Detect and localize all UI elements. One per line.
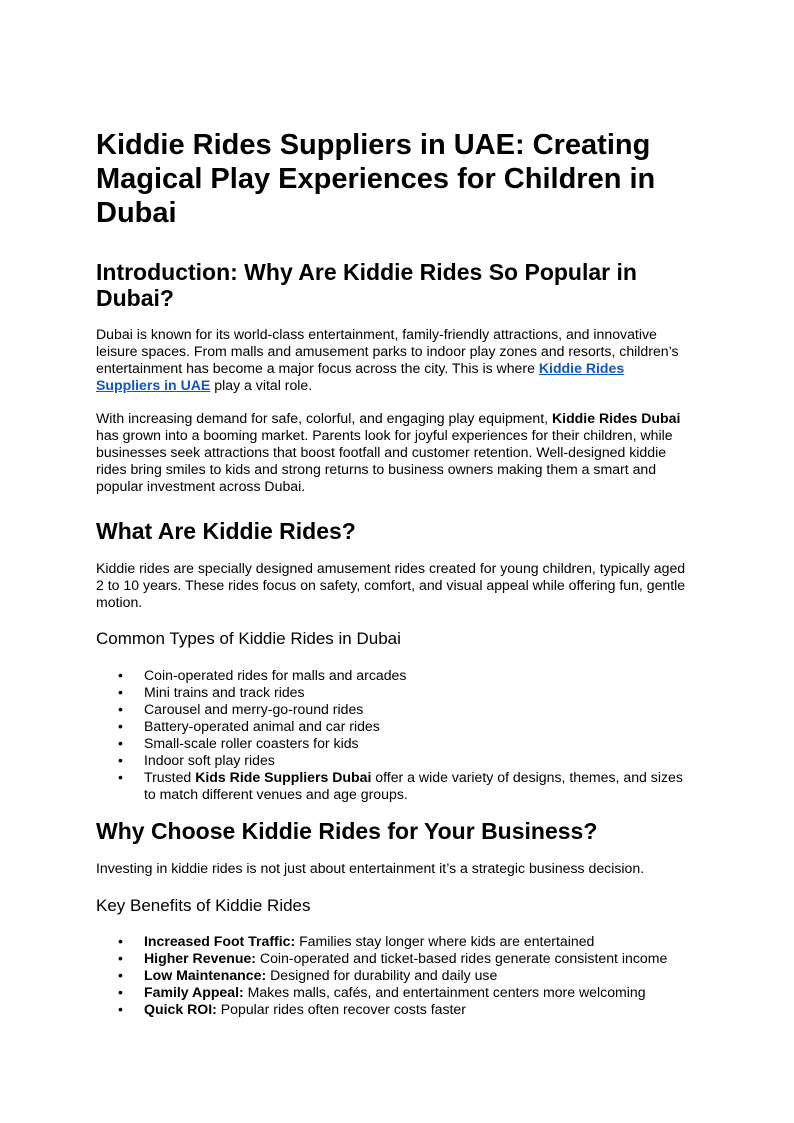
common-types-subheading: Common Types of Kiddie Rides in Dubai bbox=[96, 629, 401, 648]
kiddie-rides-suppliers-link[interactable]: Kiddie Rides Suppliers in UAE bbox=[96, 360, 625, 393]
list-item bbox=[96, 769, 696, 803]
intro-paragraph-1 bbox=[96, 326, 692, 394]
benefit-label: Quick ROI: bbox=[144, 1001, 217, 1017]
ride-types-list bbox=[96, 667, 696, 803]
key-benefits-subheading: Key Benefits of Kiddie Rides bbox=[96, 896, 311, 915]
intro-heading: Introduction: Why Are Kiddie Rides So Popular in Dubai? bbox=[96, 259, 637, 311]
list-item bbox=[96, 984, 696, 1001]
last-item-start: Trusted bbox=[144, 769, 196, 785]
why-paragraph: Investing in kiddie rides is not just about entertainment it’s a strategic business decision. bbox=[96, 860, 645, 876]
list-item bbox=[96, 1001, 696, 1018]
list-item: • Mini trains and track rides bbox=[96, 684, 696, 701]
what-heading: What Are Kiddie Rides? bbox=[96, 518, 356, 544]
list-item: • Small-scale roller coasters for kids bbox=[96, 735, 696, 752]
list-item: • Carousel and merry-go-round rides bbox=[96, 701, 696, 718]
page-title: Kiddie Rides Suppliers in UAE: Creating Magical Play Experiences for Children in Dubai bbox=[96, 129, 656, 229]
list-item: • Coin-operated rides for malls and arcades bbox=[96, 667, 696, 684]
list-item: • Indoor soft play rides bbox=[96, 752, 696, 769]
benefit-text: Makes malls, cafés, and entertainment centers more welcoming bbox=[243, 984, 646, 1000]
why-heading: Why Choose Kiddie Rides for Your Business? bbox=[96, 818, 598, 844]
intro-p1-text: Dubai is known for its world-class entertainment, family-friendly attractions, and innovative leisure spaces. From malls and amusement parks to indoor play zones and resorts, children’s entertainment has become a major focus across the city. This is where bbox=[96, 326, 679, 376]
benefit-text: Popular rides often recover costs faster bbox=[216, 1001, 466, 1017]
benefit-label: Family Appeal: bbox=[144, 984, 244, 1000]
benefit-label: Low Maintenance: bbox=[144, 967, 267, 983]
list-item bbox=[96, 933, 696, 950]
intro-p2-end: has grown into a booming market. Parents look for joyful experiences for their children, while businesses seek attractions that boost footfall and customer retention. Well-designed kiddie rides bring smiles to kids and strong returns to business owners making them a smart and popular investment across Dubai. bbox=[96, 427, 673, 494]
list-item bbox=[96, 950, 696, 967]
last-item-end: offer a wide variety of designs, themes, and sizes to match different venues and age groups. bbox=[144, 769, 683, 802]
benefit-text: Coin-operated and ticket-based rides generate consistent income bbox=[256, 950, 668, 966]
benefit-label: Increased Foot Traffic: bbox=[144, 933, 296, 949]
benefit-text: Designed for durability and daily use bbox=[266, 967, 498, 983]
what-paragraph: Kiddie rides are specially designed amusement rides created for young children, typically aged 2 to 10 years. These rides focus on safety, comfort, and visual appeal while offering fun, gentle motion. bbox=[96, 560, 686, 610]
list-item: • Battery-operated animal and car rides bbox=[96, 718, 696, 735]
intro-p2-start: With increasing demand for safe, colorful, and engaging play equipment, bbox=[96, 410, 552, 426]
intro-p1-end: play a vital role. bbox=[210, 377, 313, 393]
benefits-list bbox=[96, 933, 696, 1018]
benefit-label: Higher Revenue: bbox=[144, 950, 256, 966]
intro-paragraph-2 bbox=[96, 410, 692, 495]
benefit-text: Families stay longer where kids are entertained bbox=[295, 933, 595, 949]
last-item-bold: Kids Ride Suppliers Dubai bbox=[195, 769, 372, 785]
list-item bbox=[96, 967, 696, 984]
intro-p2-bold: Kiddie Rides Dubai bbox=[551, 410, 681, 426]
